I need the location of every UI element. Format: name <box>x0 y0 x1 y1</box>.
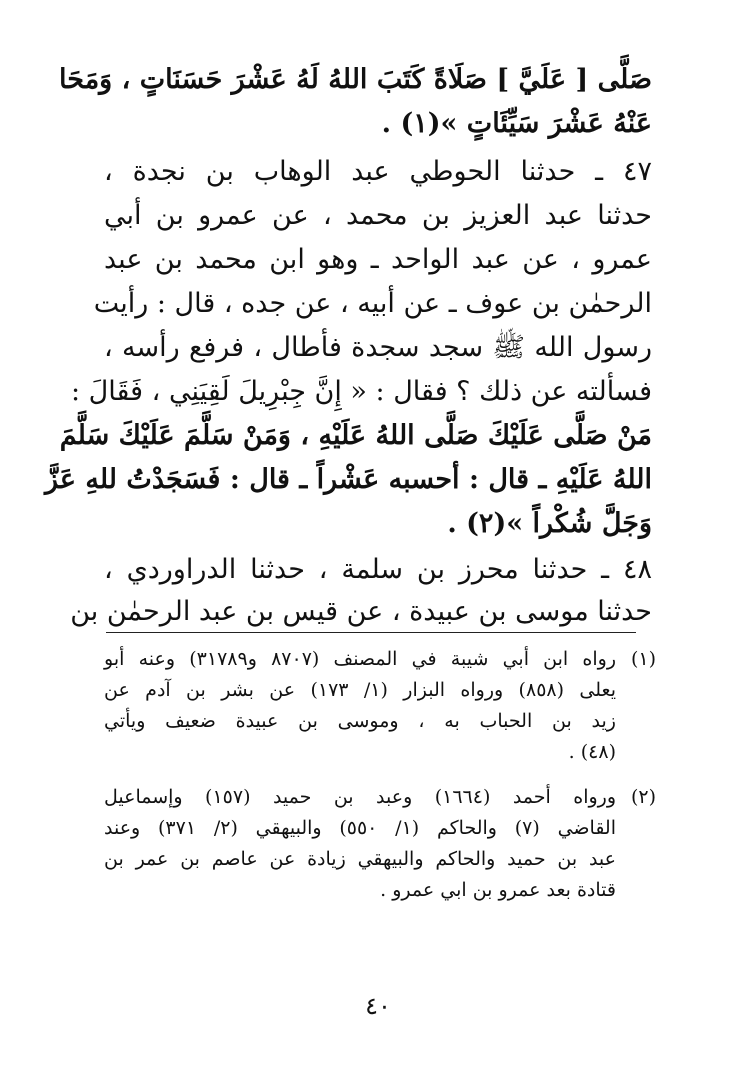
text-line: صَلَّى [ عَلَيَّ ] صَلَاةً كَتَبَ اللهُ لَهُ عَشْرَ حَسَنَاتٍ ، وَمَحَا <box>59 64 652 95</box>
text-line: رسول الله ﷺ سجد سجدة فأطال ، فرفع رأسه ، <box>104 332 652 363</box>
footnote-line: زيد بن الحباب به ، وموسى بن عبيدة ضعيف ويأتي <box>104 710 616 732</box>
footnote-line: رواه ابن أبي شيبة في المصنف (٨٧٠٧ و٣١٧٨٩) وعنه أبو <box>104 648 617 670</box>
footnote-separator <box>106 632 636 633</box>
page-number: ٤٠ <box>365 992 391 1020</box>
text-line: الرحمٰن بن عوف ـ عن أبيه ، عن جده ، قال : رأيت <box>93 288 652 319</box>
footnote-line: عبد بن حميد والحاكم والبيهقي زيادة عن عاصم بن عمر بن <box>104 848 616 870</box>
footnote-line: يعلى (٨٥٨) ورواه البزار (١/ ١٧٣) عن بشر بن آدم عن <box>104 679 616 701</box>
footnote-line: القاضي (٧) والحاكم (١/ ٥٥٠) والبيهقي (٢/ ٣٧١) وعند <box>104 817 617 839</box>
footnote-number: (٢) <box>630 786 656 808</box>
footnote-number: (١) <box>630 648 656 670</box>
text-line: عَنْهُ عَشْرَ سَيِّئَاتٍ »(١) . <box>381 108 652 139</box>
text-line: اللهُ عَلَيْهِ ـ قال : أحسبه عَشْراً ـ قال : فَسَجَدْتُ للهِ عَزَّ <box>44 464 652 495</box>
hadith-48-heading-line: ٤٨ ـ حدثنا محرز بن سلمة ، حدثنا الدراوردي ، <box>104 554 652 585</box>
text-line: مَنْ صَلَّى عَلَيْكَ صَلَّى اللهُ عَلَيْهِ ، وَمَنْ سَلَّمَ عَلَيْكَ سَلَّمَ <box>59 420 652 451</box>
hadith-47-heading-line: ٤٧ ـ حدثنا الحوطي عبد الوهاب بن نجدة ، <box>104 156 652 187</box>
text-line: عمرو ، عن عبد الواحد ـ وهو ابن محمد بن عبد <box>104 244 652 275</box>
text-line: حدثنا موسى بن عبيدة ، عن قيس بن عبد الرحمٰن بن <box>70 596 652 627</box>
footnote-line: قتادة بعد عمرو بن ابي عمرو . <box>380 879 616 901</box>
text-line: حدثنا عبد العزيز بن محمد ، عن عمرو بن أبي <box>104 200 652 231</box>
text-line: وَجَلَّ شُكْراً »(٢) . <box>447 508 652 539</box>
text-line: فسألته عن ذلك ؟ فقال : « إِنَّ جِبْرِيلَ لَقِيَنِي ، فَقَالَ : <box>70 376 652 407</box>
footnote-line: ورواه أحمد (١٦٦٤) وعبد بن حميد (١٥٧) وإسماعيل <box>104 786 617 808</box>
footnote-line: (٤٨) . <box>568 741 616 763</box>
